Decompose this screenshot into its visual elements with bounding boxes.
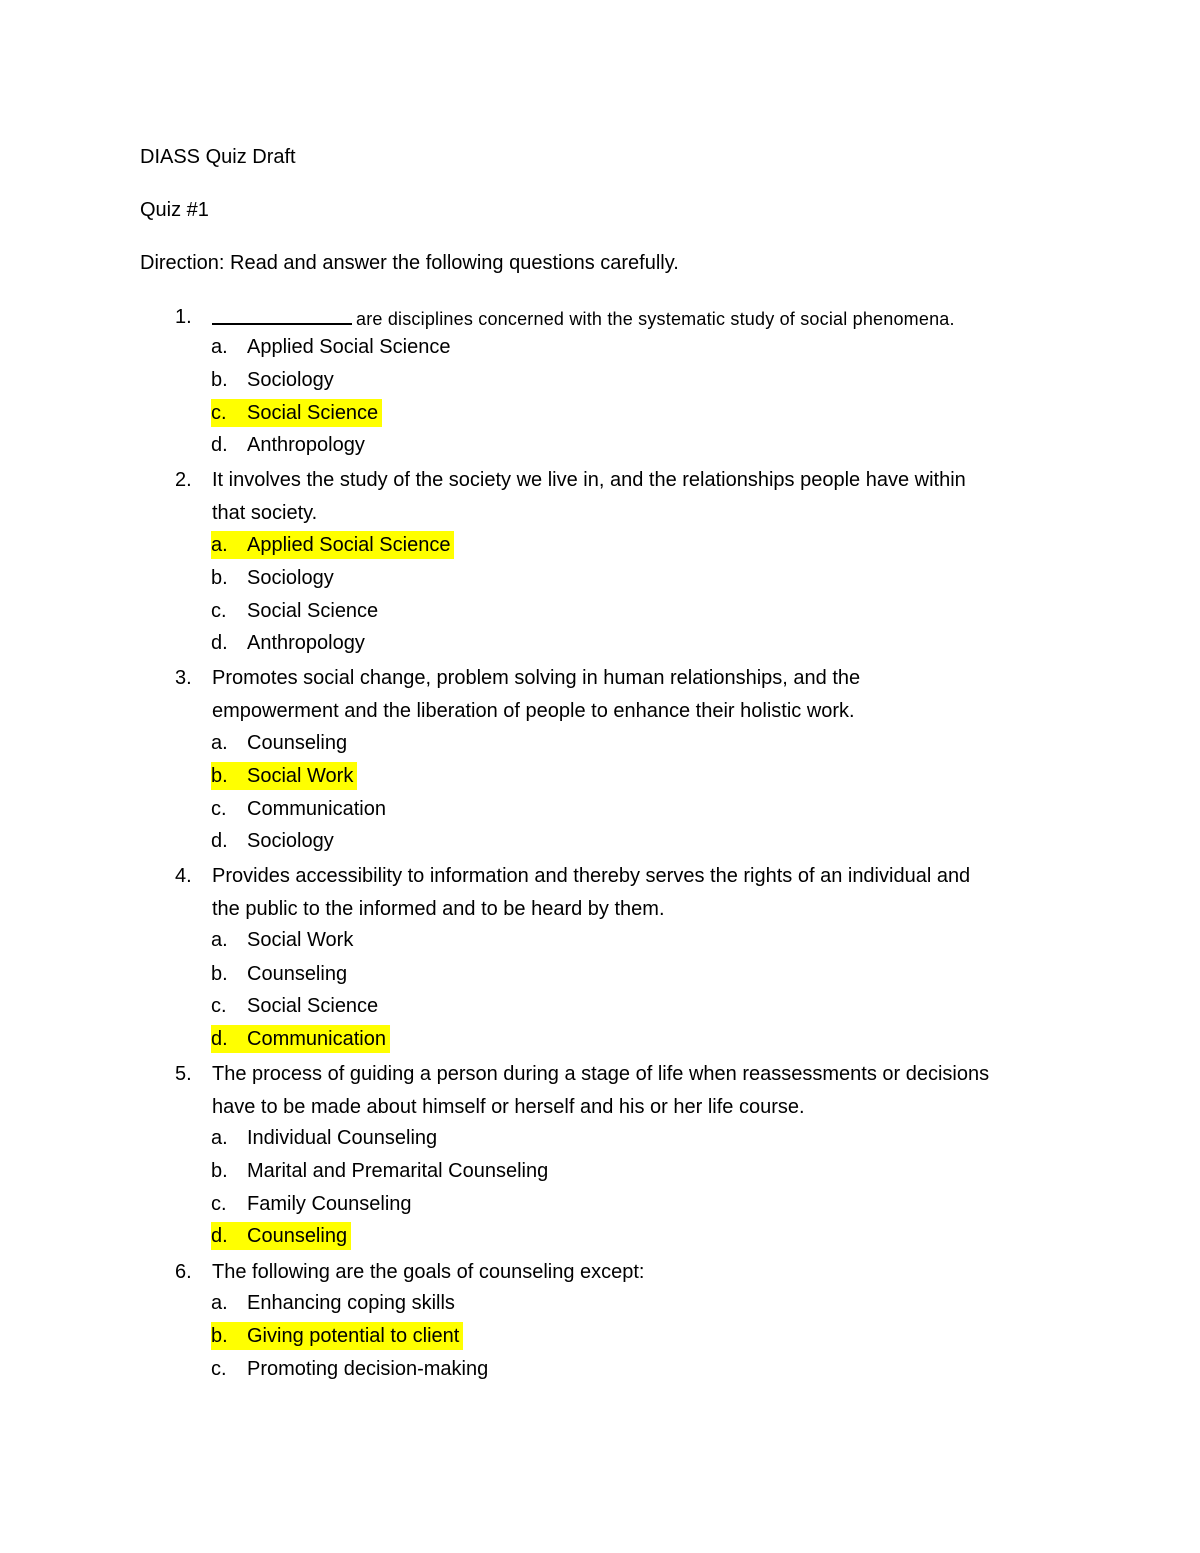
option — [211, 926, 353, 954]
option — [211, 1190, 412, 1218]
option-text: Anthropology — [247, 434, 365, 456]
question-line: the public to the informed and to be heard by them. — [212, 898, 665, 920]
option-highlighted — [211, 1025, 390, 1053]
option-text: Family Counseling — [247, 1193, 412, 1215]
option-letter: c. — [211, 600, 227, 622]
question-number: 1. — [175, 306, 192, 328]
option-text: Individual Counseling — [247, 1127, 438, 1149]
option-text: Social Science — [247, 600, 379, 622]
option-letter: b. — [211, 567, 228, 589]
option — [211, 431, 365, 459]
option — [211, 729, 347, 757]
document-title: DIASS Quiz Draft — [140, 146, 296, 168]
option-letter: d. — [211, 830, 228, 852]
question-line: empowerment and the liberation of people to enhance their holistic work. — [212, 700, 855, 722]
question-number: 6. — [175, 1261, 192, 1283]
option-text: Promoting decision-making — [247, 1358, 489, 1380]
option-highlighted — [211, 762, 357, 790]
option-highlighted — [211, 1322, 463, 1350]
option-text: Social Work — [247, 765, 354, 787]
option-letter: c. — [211, 1193, 227, 1215]
option-letter: d. — [211, 632, 228, 654]
option-text: Social Science — [247, 995, 379, 1017]
option-text: Enhancing coping skills — [247, 1292, 455, 1314]
option-text: Anthropology — [247, 632, 365, 654]
option-letter: b. — [211, 369, 228, 391]
question-line: The following are the goals of counseling except: — [212, 1261, 645, 1283]
option-letter: b. — [211, 765, 228, 787]
option-text: Applied Social Science — [247, 336, 451, 358]
option-text: Applied Social Science — [247, 534, 451, 556]
option-text: Sociology — [247, 830, 334, 852]
option-letter: a. — [211, 534, 228, 556]
option-letter: d. — [211, 1028, 228, 1050]
option-letter: c. — [211, 402, 227, 424]
question-number: 5. — [175, 1063, 192, 1085]
question-line: Promotes social change, problem solving in human relationships, and the — [212, 667, 861, 689]
question-text — [212, 305, 955, 331]
option — [211, 827, 334, 855]
option — [211, 795, 386, 823]
option — [211, 1157, 548, 1185]
option-text: Social Science — [247, 402, 379, 424]
quiz-label: Quiz #1 — [140, 199, 209, 221]
question-line: It involves the study of the society we live in, and the relationships people have within — [212, 469, 966, 491]
option-text: Social Work — [247, 929, 354, 951]
option-letter: a. — [211, 1127, 228, 1149]
option — [211, 1124, 437, 1152]
question-line: have to be made about himself or herself and his or her life course. — [212, 1096, 805, 1118]
question-number: 4. — [175, 865, 192, 887]
question-number: 2. — [175, 469, 192, 491]
option-letter: c. — [211, 995, 227, 1017]
option-text: Giving potential to client — [247, 1325, 460, 1347]
option-letter: a. — [211, 929, 228, 951]
option-letter: c. — [211, 798, 227, 820]
question-number: 3. — [175, 667, 192, 689]
option-text: Sociology — [247, 567, 334, 589]
option — [211, 597, 378, 625]
option — [211, 333, 450, 361]
option-highlighted — [211, 1222, 351, 1250]
option-highlighted — [211, 399, 382, 427]
option-text: Counseling — [247, 732, 348, 754]
option-letter: d. — [211, 1225, 228, 1247]
option — [211, 960, 347, 988]
option — [211, 992, 378, 1020]
option-letter: b. — [211, 1160, 228, 1182]
option — [211, 1289, 455, 1317]
option-letter: a. — [211, 732, 228, 754]
direction-text: Direction: Read and answer the following questions carefully. — [140, 252, 679, 274]
option-highlighted — [211, 531, 454, 559]
option — [211, 564, 334, 592]
option-letter: a. — [211, 336, 228, 358]
option-letter: b. — [211, 1325, 228, 1347]
option-text: Marital and Premarital Counseling — [247, 1160, 549, 1182]
question-line: Provides accessibility to information and thereby serves the rights of an individual and — [212, 865, 971, 887]
option-letter: a. — [211, 1292, 228, 1314]
option-text: Communication — [247, 1028, 386, 1050]
option — [211, 629, 365, 657]
option — [211, 1355, 488, 1383]
question-line: that society. — [212, 502, 318, 524]
option-text: Communication — [247, 798, 386, 820]
question-line: The process of guiding a person during a stage of life when reassessments or decisions — [212, 1063, 990, 1085]
option-letter: c. — [211, 1358, 227, 1380]
option-text: Counseling — [247, 1225, 348, 1247]
option-text: Counseling — [247, 963, 348, 985]
option — [211, 366, 334, 394]
option-letter: d. — [211, 434, 228, 456]
option-text: Sociology — [247, 369, 334, 391]
answer-blank — [212, 305, 352, 325]
option-letter: b. — [211, 963, 228, 985]
question-line: are disciplines concerned with the systematic study of social phenomena. — [356, 309, 955, 329]
